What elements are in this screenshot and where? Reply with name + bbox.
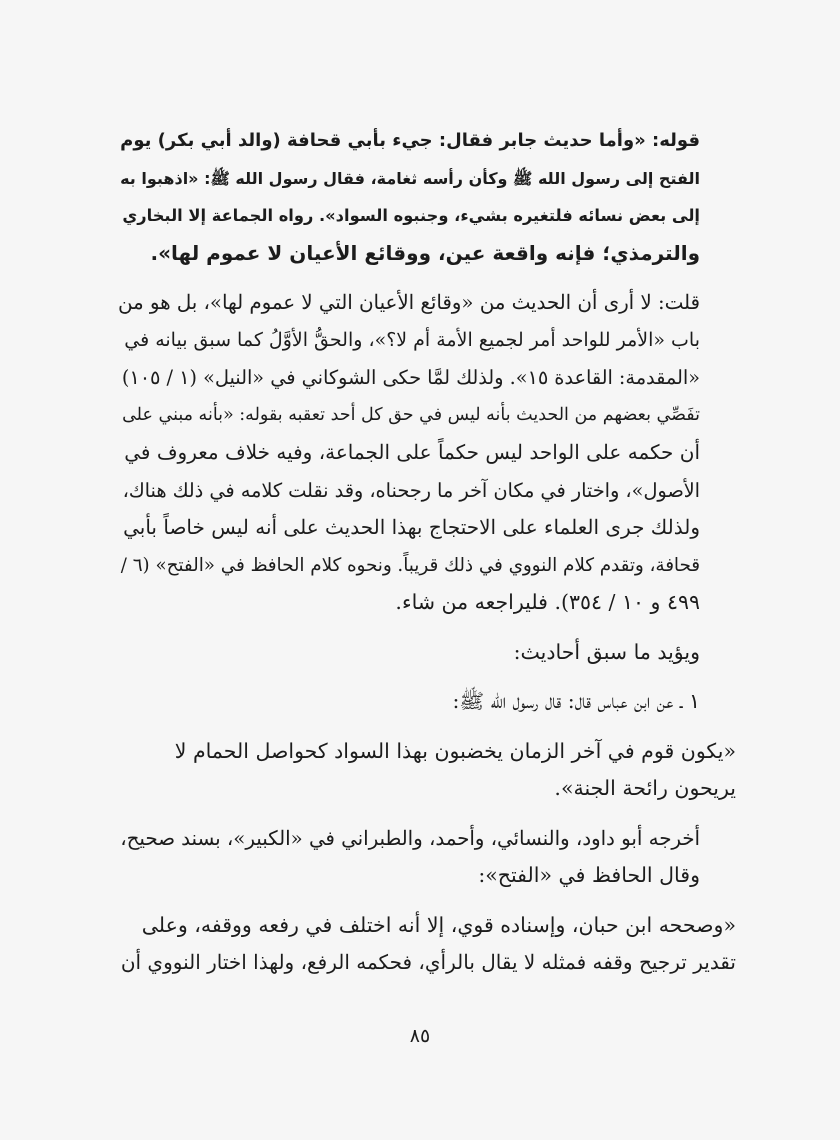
paragraph-hadith-1-source [118, 820, 736, 895]
text-line: ولذلك جرى العلماء على الاحتجاج بهذا الحديث على أنه ليس خاصاً بأبي [123, 515, 700, 539]
text-line: ٤٩٩ و ١٠ / ٣٥٤). فليراجعه من شاء. [395, 590, 700, 614]
text-line: تقدير ترجيح وقفه فمثله لا يقال بالرأي، فحكمه الرفع، ولهذا اختار النووي أن [120, 950, 736, 974]
text-line: باب «الأمر للواحد أمر لجميع الأمة أم لا؟»، والحقُّ الأوَّلُ كما سبق بيانه في [124, 328, 700, 351]
paragraph-hadith-1-intro [118, 683, 736, 721]
paragraph-fath-quote [118, 907, 736, 982]
text-line: ويؤيد ما سبق أحاديث: [513, 639, 700, 664]
text-line: «المقدمة: القاعدة ١٥». ولذلك لمَّا حكى الشوكاني في «النيل» (١ / ١٠٥) [121, 366, 700, 389]
paragraph-quote-hadith-jabir [118, 122, 736, 272]
text-line: الأصول»، واختار في مكان آخر ما رجحناه، وقد نقلت كلامه في ذلك هناك، [122, 478, 700, 502]
text-line: قوله: «وأما حديث جابر فقال: جيء بأبي قحافة (والد أبي بكر) يوم [120, 130, 700, 151]
text-line: يريحون رائحة الجنة». [554, 776, 736, 800]
text-line: قحافة، وتقدم كلام النووي في ذلك قريباً. ونحوه كلام الحافظ في «الفتح» (٦ / [120, 554, 700, 576]
text-line: الفتح إلى رسول الله ﷺ وكأن رأسه ثغامة، فقال رسول الله ﷺ: «اذهبوا به [120, 168, 700, 188]
text-line: والترمذي؛ فإنه واقعة عين، ووقائع الأعيان لا عموم لها». [150, 240, 700, 265]
text-line: أخرجه أبو داود، والنسائي، وأحمد، والطبراني في «الكبير»، بسند صحيح، [120, 826, 700, 850]
text-line: تفَصِّي بعضهم من الحديث بأنه ليس في حق كل أحد تعقبه بقوله: «بأنه مبني على [122, 404, 700, 425]
paragraph-supporting-intro [118, 634, 736, 672]
text-line: «يكون قوم في آخر الزمان يخضبون بهذا السواد كحواصل الحمام لا [174, 738, 736, 763]
text-line: أن حكمه على الواحد ليس حكماً على الجماعة، وفيه خلاف معروف في [124, 440, 700, 464]
paragraph-author-comment [118, 284, 736, 622]
text-line: وقال الحافظ في «الفتح»: [478, 863, 700, 887]
text-line: «وصححه ابن حبان، وإسناده قوي، إلا أنه اختلف في رفعه ووقفه، وعلى [141, 912, 736, 937]
text-line: ١ ـ عن ابن عباس قال: قال رسول الله ﷺ: [452, 689, 700, 713]
page-body-text [118, 122, 736, 982]
text-line: قلت: لا أرى أن الحديث من «وقائع الأعيان التي لا عموم لها»، بل هو من [118, 291, 700, 314]
page-number: ٨٥ [409, 1025, 431, 1047]
paragraph-hadith-1-text [118, 733, 736, 808]
text-line: إلى بعض نسائه فلتغيره بشيء، وجنبوه السواد». رواه الجماعة إلا البخاري [122, 206, 700, 225]
